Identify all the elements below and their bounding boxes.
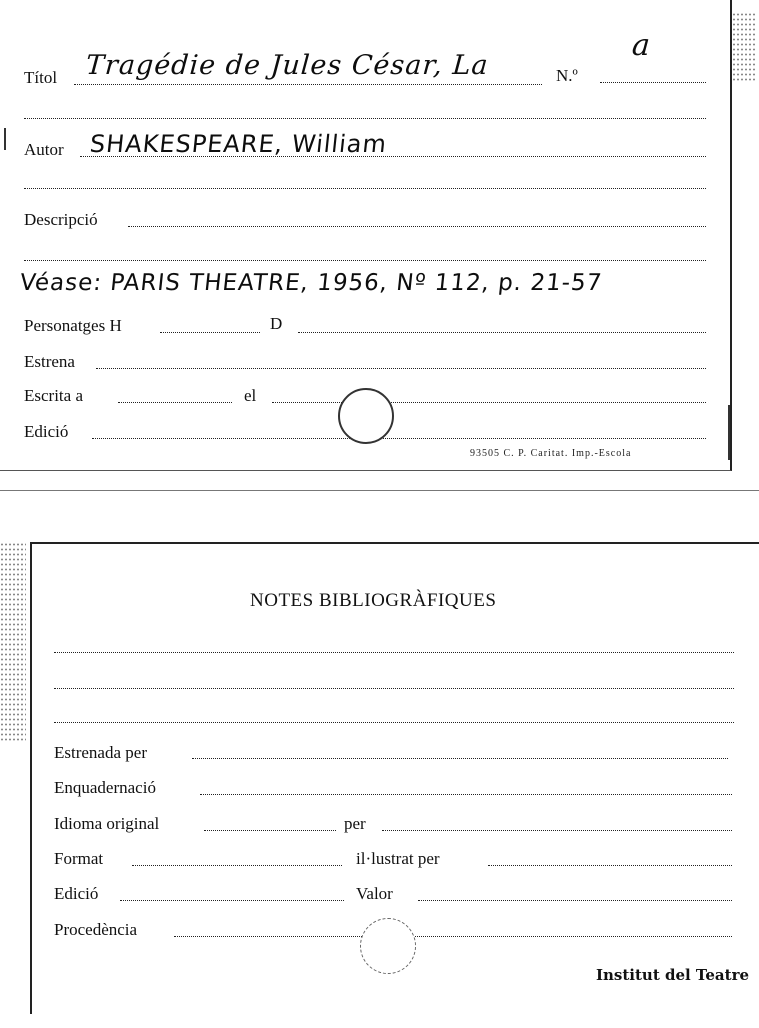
scan-edge-noise [732, 12, 756, 82]
notes-line [54, 722, 734, 723]
descripcio-label: Descripció [24, 210, 98, 229]
escrita-line [118, 402, 232, 403]
punch-hole [360, 918, 416, 974]
notes-line [54, 652, 734, 653]
descripcio-line [128, 226, 706, 227]
number-value: a [630, 28, 653, 63]
personatges-h-line [160, 332, 260, 333]
estrenada-line [192, 758, 728, 759]
idioma-line [204, 830, 336, 831]
procedencia-label: Procedència [54, 920, 138, 939]
autor-label: Autor [24, 140, 64, 159]
idioma-per-label: per [344, 814, 366, 833]
estrena-line [96, 368, 706, 369]
estrena-label: Estrena [24, 352, 75, 371]
number-line [600, 82, 706, 83]
idioma-per-line [382, 830, 732, 831]
card-edge-tick [728, 405, 730, 460]
scan-edge-noise [0, 542, 26, 742]
back-edicio-line [120, 900, 344, 901]
blank-line [24, 118, 706, 119]
edicio-line [92, 438, 706, 439]
card-edge-tick [4, 128, 6, 150]
titol-value: Tragédie de Jules César, La [84, 50, 490, 81]
autor-value: SHAKESPEARE, William [88, 130, 389, 158]
notes-title: NOTES BIBLIOGRÀFIQUES [250, 590, 497, 611]
back-edicio-label: Edició [54, 884, 99, 903]
edicio-label: Edició [24, 422, 69, 441]
punch-hole [338, 388, 394, 444]
notes-line [54, 688, 734, 689]
printer-imprint: 93505 C. P. Caritat. Imp.-Escola [470, 448, 632, 459]
number-label: N.º [556, 66, 578, 85]
valor-line [418, 900, 732, 901]
format-label: Format [54, 849, 104, 868]
estrenada-label: Estrenada per [54, 743, 147, 762]
card-separator [0, 490, 759, 491]
titol-label: Títol [24, 68, 58, 87]
enquadernacio-label: Enquadernació [54, 778, 156, 797]
format-line [132, 865, 342, 866]
personatges-d-label: D [270, 314, 283, 333]
procedencia-line [174, 936, 732, 937]
titol-line [74, 84, 542, 85]
institut-mark: Institut del Teatre [596, 966, 750, 984]
valor-label: Valor [356, 884, 393, 903]
el-label: el [244, 386, 257, 405]
personatges-label: Personatges H [24, 316, 122, 335]
escrita-label: Escrita a [24, 386, 83, 405]
idioma-label: Idioma original [54, 814, 160, 833]
el-line [272, 402, 706, 403]
personatges-d-line [298, 332, 706, 333]
blank-line [24, 260, 706, 261]
illustrat-label: il·lustrat per [356, 849, 440, 868]
reference-note: Véase: PARIS THEATRE, 1956, Nº 112, p. 21-57 [18, 270, 604, 296]
enquadernacio-line [200, 794, 732, 795]
blank-line [24, 188, 706, 189]
illustrat-line [488, 865, 732, 866]
